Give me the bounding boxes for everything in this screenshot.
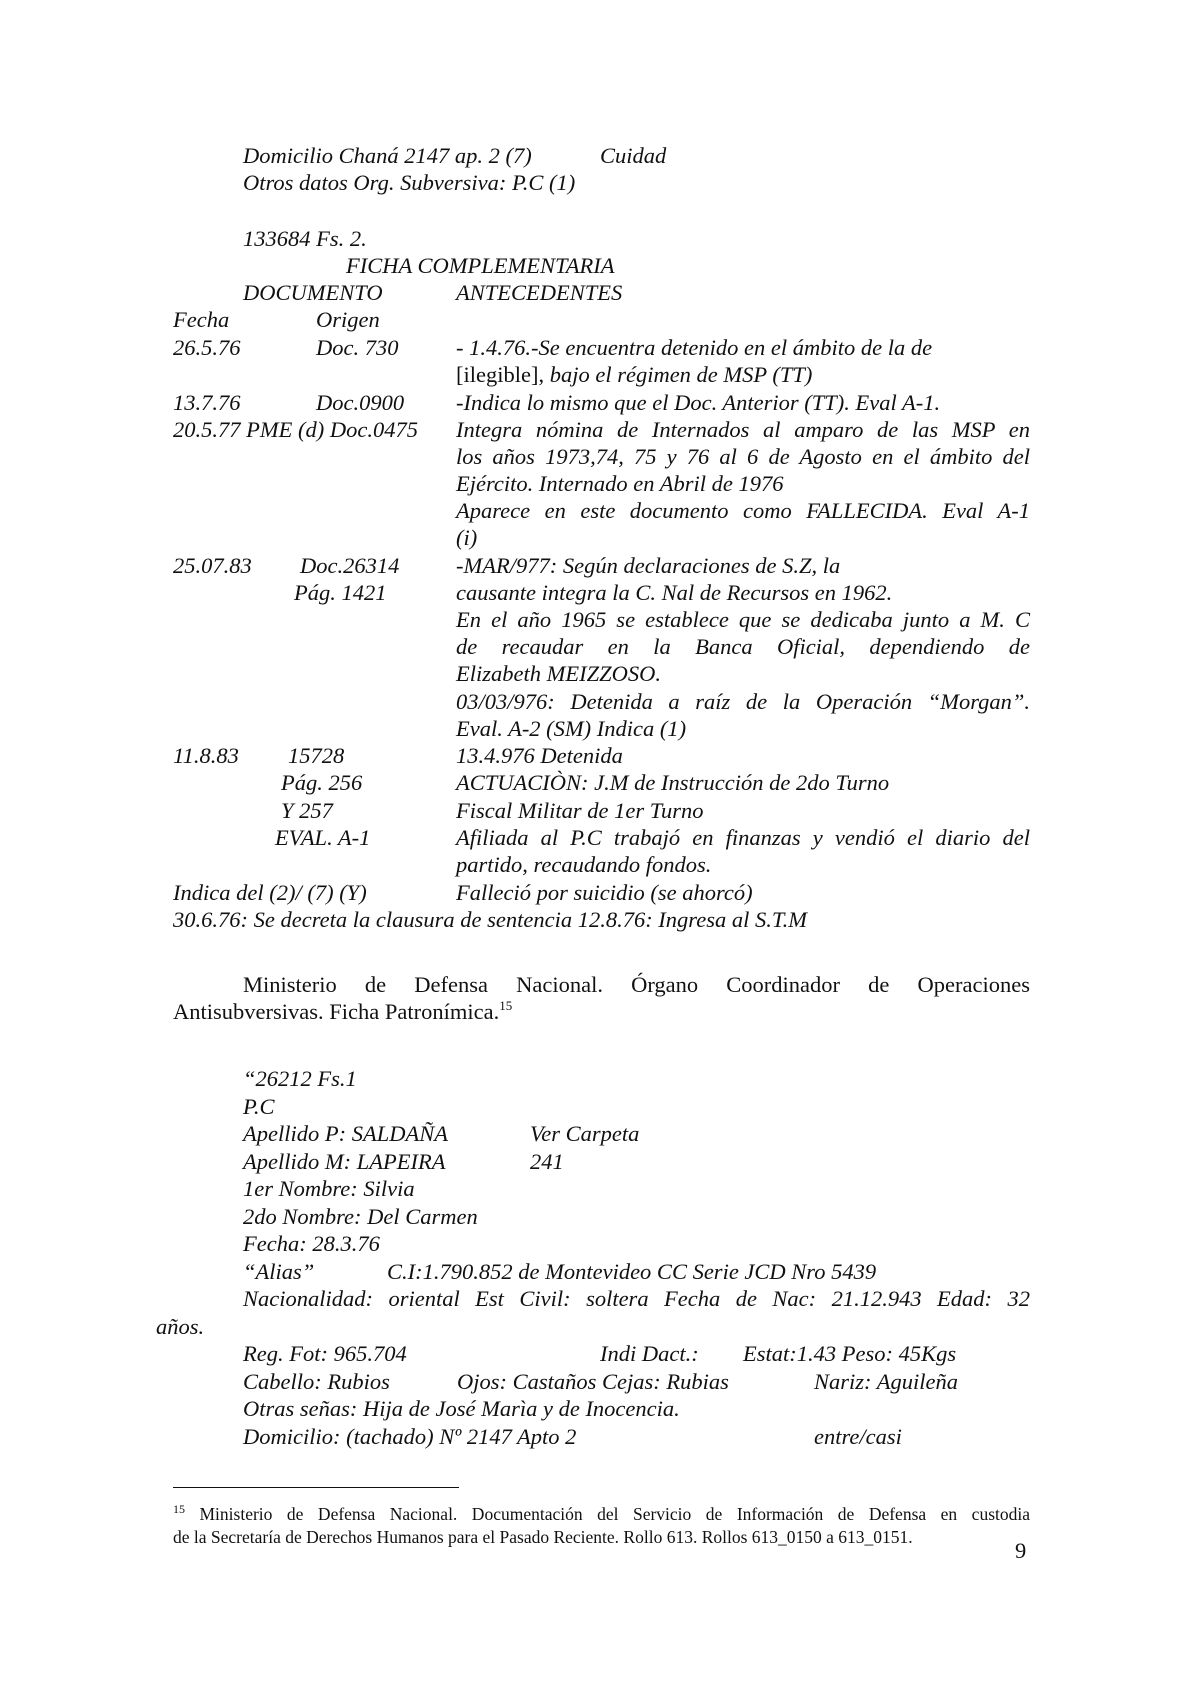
row5-antecedente-1: 13.4.976 Detenida <box>456 743 623 768</box>
ficha1-title: FICHA COMPLEMENTARIA <box>346 253 615 278</box>
ficha1-head-documento: DOCUMENTO <box>243 280 383 305</box>
row2-origen: Doc.0900 <box>316 390 405 415</box>
ficha1-head-fecha: Fecha <box>173 307 230 332</box>
row1-origen: Doc. 730 <box>316 335 399 360</box>
row4-origen: Doc.26314 <box>300 553 400 578</box>
ficha2-apellido-p: Apellido P: SALDAÑA <box>243 1121 448 1146</box>
otros-datos-line: Otros datos Org. Subversiva: P.C (1) <box>243 170 576 195</box>
ficha2-alias: “Alias” <box>243 1259 315 1284</box>
row3-antecedente-3: Ejército. Internado en Abril de 1976 <box>456 471 784 496</box>
ficha2-otras-senas: Otras señas: Hija de José Marìa y de Inocencia. <box>243 1396 680 1421</box>
ficha2-entre: entre/casi <box>814 1424 902 1449</box>
row4-antecedente-2: causante integra la C. Nal de Recursos en 1962. <box>456 580 893 605</box>
ficha2-nacionalidad: Nacionalidad: oriental Est Civil: soltera Fecha de Nac: 21.12.943 Edad: 32 <box>243 1286 1030 1311</box>
row5-antecedente-2: ACTUACIÒN: J.M de Instrucción de 2do Turno <box>456 770 890 795</box>
row3-antecedente-5: (i) <box>456 525 478 550</box>
row7-clausura: 30.6.76: Se decreta la clausura de sentencia 12.8.76: Ingresa al S.T.M <box>173 907 808 932</box>
footnote-line-1-text: Ministerio de Defensa Nacional. Documentación del Servicio de Información de Defensa en custodia <box>185 1504 1030 1524</box>
page-number: 9 <box>1015 1538 1027 1563</box>
ficha2-nombre1: 1er Nombre: Silvia <box>243 1176 415 1201</box>
ficha2-estat: Estat:1.43 Peso: 45Kgs <box>743 1341 957 1366</box>
row3-antecedente-1: Integra nómina de Internados al amparo de las MSP en <box>456 417 1030 442</box>
ficha2-anos: años. <box>156 1314 205 1339</box>
row4-antecedente-3: En el año 1965 se establece que se dedicaba junto a M. C <box>456 607 1030 632</box>
row5-fecha: 11.8.83 <box>173 743 239 768</box>
ficha1-head-antecedentes: ANTECEDENTES <box>456 280 623 305</box>
row4-antecedente-5: Elizabeth MEIZZOSO. <box>456 661 661 686</box>
ficha2-cabello: Cabello: Rubios <box>243 1369 390 1394</box>
row3-antecedente-4: Aparece en este documento como FALLECIDA. Eval A-1 <box>456 498 1030 523</box>
ficha2-indi-dact: Indi Dact.: <box>600 1341 699 1366</box>
footnote-number: 15 <box>173 1502 185 1516</box>
row1-antecedente-2-text: bajo el régimen de MSP (TT) <box>544 362 813 387</box>
ficha2-pc: P.C <box>243 1094 275 1119</box>
row6-antecedente-1: Falleció por suicidio (se ahorcó) <box>456 880 753 905</box>
ficha2-ver-carpeta: Ver Carpeta <box>530 1121 640 1146</box>
footnote-line-2: de la Secretaría de Derechos Humanos para el Pasado Reciente. Rollo 613. Rollos 613_0150 a 613_0151. <box>173 1527 913 1547</box>
row4-fecha: 25.07.83 <box>173 553 252 578</box>
ficha2-domicilio: Domicilio: (tachado) Nº 2147 Apto 2 <box>243 1424 577 1449</box>
ficha2-ci: C.I:1.790.852 de Montevideo CC Serie JCD Nro 5439 <box>387 1259 877 1284</box>
row5-antecedente-4: Afiliada al P.C trabajó en finanzas y vendió el diario del <box>456 825 1030 850</box>
row3-antecedente-2: los años 1973,74, 75 y 76 al 6 de Agosto en el ámbito del <box>456 444 1030 469</box>
paragraph-line-2-text: Antisubversivas. Ficha Patronímica. <box>173 999 500 1024</box>
ficha2-ojos: Ojos: Castaños Cejas: Rubias <box>457 1369 729 1394</box>
row1-fecha: 26.5.76 <box>173 335 241 360</box>
domicilio-line: Domicilio Chaná 2147 ap. 2 (7) <box>243 143 532 168</box>
ficha2-apellido-m: Apellido M: LAPEIRA <box>243 1149 446 1174</box>
row2-antecedente-1: -Indica lo mismo que el Doc. Anterior (TT). Eval A-1. <box>456 390 941 415</box>
row5-antecedente-3: Fiscal Militar de 1er Turno <box>456 798 704 823</box>
row4-antecedente-6: 03/03/976: Detenida a raíz de la Operación “Morgan”. <box>456 689 1030 714</box>
ilegible-note: [ilegible], <box>456 362 545 387</box>
row5-origen-y: Y 257 <box>281 798 333 823</box>
row5-origen-pag: Pág. 256 <box>281 770 363 795</box>
row5-origen: 15728 <box>288 743 345 768</box>
ficha2-ref: “26212 Fs.1 <box>243 1066 357 1091</box>
row5-origen-eval: EVAL. A-1 <box>275 825 371 850</box>
ficha2-fecha: Fecha: 28.3.76 <box>243 1231 380 1256</box>
footnote-line-1 <box>173 1503 1030 1525</box>
paragraph-line-1: Ministerio de Defensa Nacional. Órgano Coordinador de Operaciones <box>243 972 1030 997</box>
cuidad-label: Cuidad <box>600 143 667 168</box>
ficha2-carpeta-num: 241 <box>530 1149 564 1174</box>
row4-antecedente-4: de recaudar en la Banca Oficial, dependiendo de <box>456 634 1030 659</box>
row4-antecedente-7: Eval. A-2 (SM) Indica (1) <box>456 716 687 741</box>
row1-antecedente-2 <box>456 361 812 388</box>
row4-antecedente-1: -MAR/977: Según declaraciones de S.Z, la <box>456 553 841 578</box>
ficha1-ref: 133684 Fs. 2. <box>243 226 367 251</box>
row1-antecedente-1: - 1.4.76.-Se encuentra detenido en el ámbito de la de <box>456 335 933 360</box>
row2-fecha: 13.7.76 <box>173 390 241 415</box>
ficha1-head-origen: Origen <box>316 307 380 332</box>
footnote-divider <box>173 1487 459 1488</box>
ficha2-nombre2: 2do Nombre: Del Carmen <box>243 1204 478 1229</box>
row4-origen-pag: Pág. 1421 <box>294 580 387 605</box>
paragraph-line-2 <box>173 998 512 1025</box>
ficha2-nariz: Nariz: Aguileña <box>814 1369 958 1394</box>
row6-indica: Indica del (2)/ (7) (Y) <box>173 880 367 905</box>
row5-antecedente-5: partido, recaudando fondos. <box>456 852 712 877</box>
footnote-ref: 15 <box>499 998 513 1013</box>
row3-fecha-origen: 20.5.77 PME (d) Doc.0475 <box>173 417 418 442</box>
ficha2-reg-fot: Reg. Fot: 965.704 <box>243 1341 407 1366</box>
